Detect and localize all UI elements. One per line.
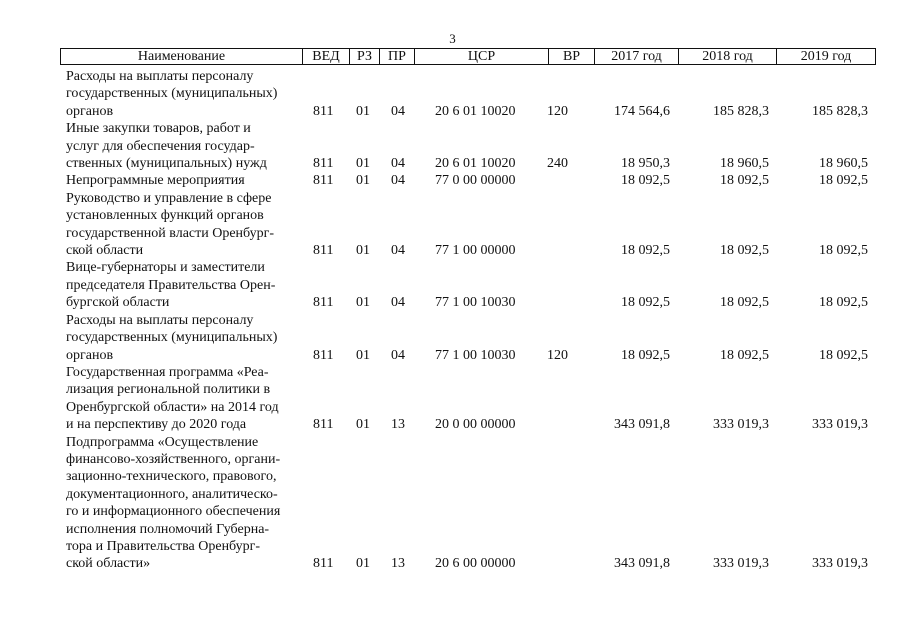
cell-rz: 01 (356, 556, 370, 572)
row-values (66, 103, 876, 120)
table-row (66, 259, 876, 311)
table-row (66, 364, 876, 434)
cell-ved: 811 (313, 103, 334, 119)
cell-2018: 333 019,3 (713, 556, 769, 572)
header-ved: ВЕД (303, 49, 350, 64)
cell-vr: 120 (547, 347, 568, 363)
cell-rz: 01 (356, 156, 370, 172)
cell-2018: 18 092,5 (720, 173, 769, 189)
cell-csr: 77 1 00 10030 (435, 347, 516, 363)
row-name-line: установленных функций органов (66, 208, 264, 224)
row-name-line: Непрограммные мероприятия (66, 173, 245, 189)
cell-csr: 20 6 01 10020 (435, 156, 516, 172)
cell-pr: 04 (391, 347, 405, 363)
cell-ved: 811 (313, 417, 334, 433)
cell-ved: 811 (313, 295, 334, 311)
cell-csr: 77 1 00 00000 (435, 243, 516, 259)
row-name-line: тора и Правительства Оренбург- (66, 538, 261, 554)
row-name-line: и на перспективу до 2020 года (66, 417, 247, 433)
row-name-line: лизация региональной политики в (66, 382, 271, 398)
cell-2019: 18 092,5 (819, 347, 868, 363)
cell-2018: 185 828,3 (713, 103, 769, 119)
cell-rz: 01 (356, 417, 370, 433)
cell-pr: 04 (391, 295, 405, 311)
row-name-line: Иные закупки товаров, работ и (66, 121, 251, 137)
row-name-line: зационно-технического, правового, (66, 469, 277, 485)
cell-rz: 01 (356, 295, 370, 311)
row-name-line: Руководство и управление в сфере (66, 190, 272, 206)
cell-2017: 174 564,6 (614, 103, 670, 119)
row-name-line: Расходы на выплаты персоналу (66, 69, 254, 84)
cell-rz: 01 (356, 173, 370, 189)
row-name-line: Расходы на выплаты персоналу (66, 312, 254, 328)
cell-2018: 18 092,5 (720, 243, 769, 259)
row-name-line: бургской области (66, 295, 170, 311)
cell-csr: 20 6 01 10020 (435, 103, 516, 119)
row-values (66, 155, 876, 172)
row-name-line: услуг для обеспечения государ- (66, 138, 255, 154)
cell-rz: 01 (356, 103, 370, 119)
row-name-line: Вице-губернаторы и заместители (66, 260, 265, 276)
header-2017: 2017 год (595, 49, 679, 64)
cell-2019: 18 092,5 (819, 173, 868, 189)
table-row (66, 68, 876, 120)
cell-pr: 04 (391, 173, 405, 189)
cell-ved: 811 (313, 347, 334, 363)
row-name-line: Подпрограмма «Осуществление (66, 434, 259, 450)
table-row (66, 312, 876, 364)
header-csr: ЦСР (415, 49, 549, 64)
row-name (66, 434, 300, 573)
row-values (66, 172, 876, 189)
header-pr: ПР (380, 49, 415, 64)
row-name-line: ской области (66, 243, 144, 259)
cell-2018: 18 092,5 (720, 347, 769, 363)
cell-pr: 13 (391, 417, 405, 433)
cell-ved: 811 (313, 556, 334, 572)
cell-pr: 04 (391, 156, 405, 172)
cell-ved: 811 (313, 173, 334, 189)
row-name-line: государственных (муниципальных) (66, 330, 278, 346)
header-rz: РЗ (350, 49, 380, 64)
header-2019: 2019 год (800, 49, 852, 64)
table-body (66, 68, 876, 573)
cell-2018: 18 960,5 (720, 156, 769, 172)
row-name-line: го и информационного обеспечения (66, 504, 281, 520)
cell-pr: 04 (391, 103, 405, 119)
table-row (66, 190, 876, 260)
cell-2018: 18 092,5 (720, 295, 769, 311)
cell-csr: 77 1 00 10030 (435, 295, 516, 311)
cell-2019: 333 019,3 (812, 417, 868, 433)
cell-2019: 185 828,3 (812, 103, 868, 119)
row-values (66, 416, 876, 433)
cell-2017: 18 092,5 (621, 173, 670, 189)
cell-2017: 18 092,5 (621, 347, 670, 363)
cell-ved: 811 (313, 243, 334, 259)
cell-csr: 20 6 00 00000 (435, 556, 516, 572)
row-values (66, 555, 876, 572)
cell-2019: 18 960,5 (819, 156, 868, 172)
page-number: 3 (449, 31, 456, 46)
table-row (66, 120, 876, 172)
cell-2019: 18 092,5 (819, 243, 868, 259)
cell-rz: 01 (356, 347, 370, 363)
row-values (66, 242, 876, 259)
row-name-line: органов (66, 347, 114, 363)
cell-2017: 18 092,5 (621, 243, 670, 259)
cell-pr: 13 (391, 556, 405, 572)
row-name-line: финансово-хозяйственного, органи- (66, 451, 281, 467)
cell-2018: 333 019,3 (713, 417, 769, 433)
row-name-line: документационного, аналитическо- (66, 486, 278, 502)
cell-2017: 18 092,5 (621, 295, 670, 311)
header-2018: 2018 год (679, 49, 777, 64)
cell-csr: 20 0 00 00000 (435, 417, 516, 433)
cell-2019: 18 092,5 (819, 295, 868, 311)
row-name-line: исполнения полномочий Губерна- (66, 521, 270, 537)
row-name-line: ской области» (66, 556, 151, 572)
row-name-line: государственных (муниципальных) (66, 86, 278, 102)
cell-2019: 333 019,3 (812, 556, 868, 572)
cell-pr: 04 (391, 243, 405, 259)
table-row (66, 172, 876, 189)
cell-rz: 01 (356, 243, 370, 259)
row-values (66, 347, 876, 364)
table-row (66, 434, 876, 573)
cell-2017: 343 091,8 (614, 556, 670, 572)
row-name-line: Государственная программа «Реа- (66, 364, 269, 380)
cell-ved: 811 (313, 156, 334, 172)
header-vr: ВР (549, 49, 595, 64)
row-name-line: государственной власти Оренбург- (66, 225, 275, 241)
cell-vr: 120 (547, 103, 568, 119)
row-name-line: Оренбургской области» на 2014 год (66, 399, 279, 415)
row-name-line: председателя Правительства Орен- (66, 277, 276, 293)
cell-2017: 18 950,3 (621, 156, 670, 172)
cell-vr: 240 (547, 156, 568, 172)
row-name-line: органов (66, 103, 114, 119)
row-name-line: ственных (муниципальных) нужд (66, 156, 267, 172)
table-header (60, 48, 876, 65)
cell-csr: 77 0 00 00000 (435, 173, 516, 189)
header-name: Наименование (61, 49, 303, 64)
cell-2017: 343 091,8 (614, 417, 670, 433)
row-values (66, 294, 876, 311)
